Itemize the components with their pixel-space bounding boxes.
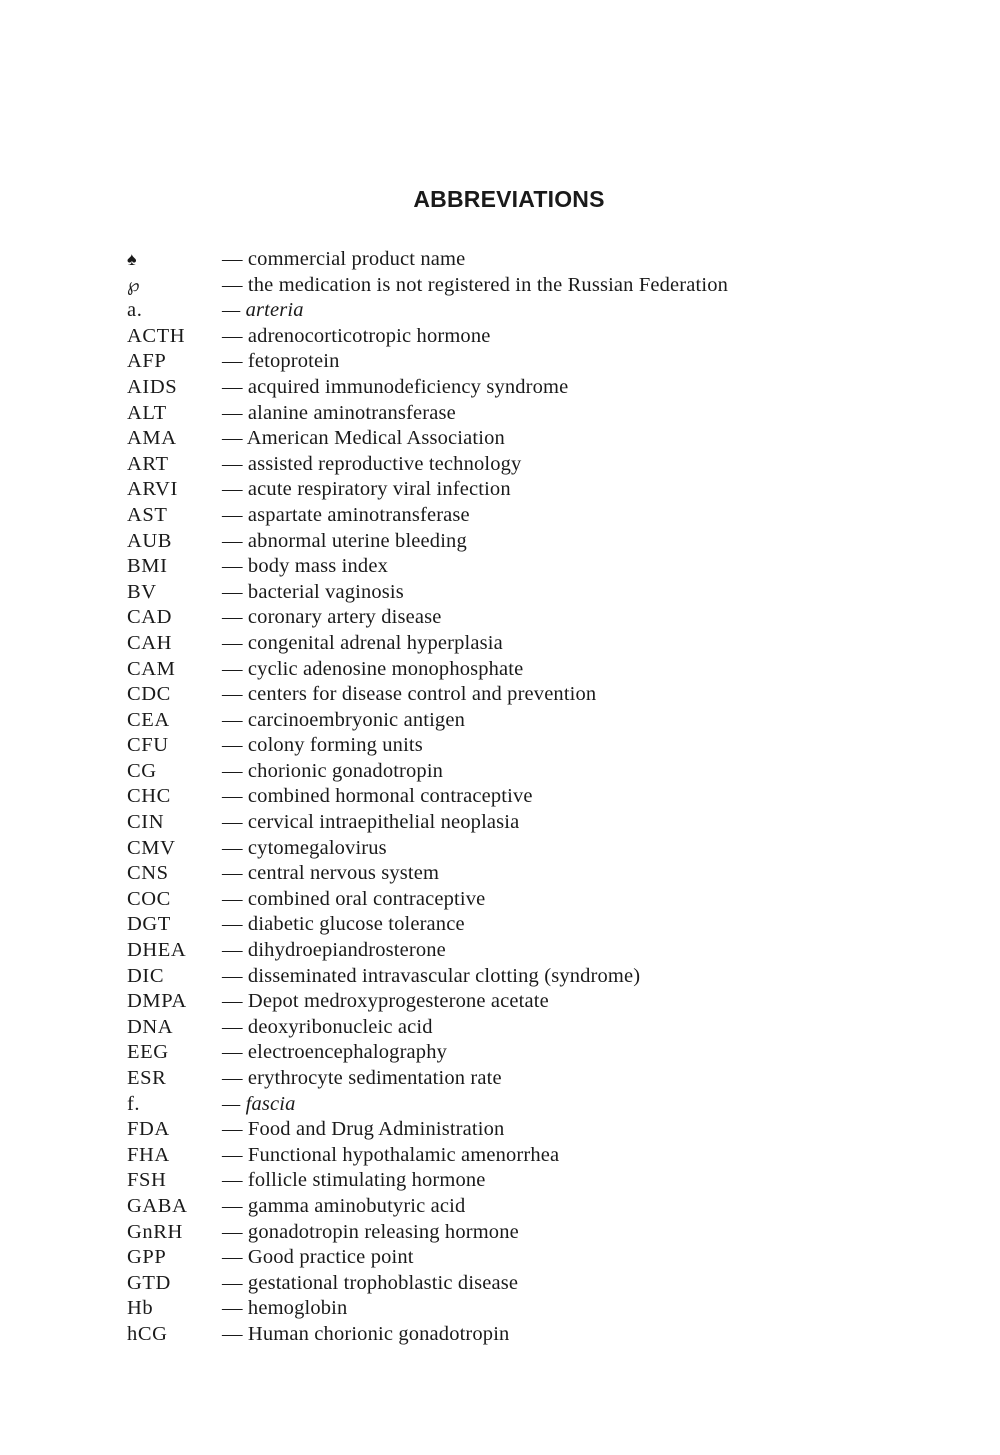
abbreviation-row [127, 452, 927, 478]
abbreviation-definition: — centers for disease control and prevention [222, 683, 597, 706]
abbreviation-row [127, 733, 927, 759]
abbreviation-definition: — arteria [222, 299, 304, 322]
abbreviation-definition: — cytomegalovirus [222, 836, 387, 859]
abbreviation-definition: — assisted reproductive technology [222, 452, 522, 475]
abbreviation-term: COC [127, 887, 171, 910]
abbreviation-row [127, 554, 927, 580]
abbreviation-row [127, 324, 927, 350]
abbreviation-row [127, 1322, 927, 1348]
abbreviation-term: f. [127, 1092, 141, 1115]
spade-icon: ♠ [127, 249, 138, 269]
abbreviation-term: CDC [127, 683, 171, 706]
abbreviation-definition: — congenital adrenal hyperplasia [222, 631, 503, 654]
abbreviation-definition: — gonadotropin releasing hormone [222, 1220, 519, 1243]
abbreviation-row [127, 426, 927, 452]
abbreviation-row [127, 810, 927, 836]
abbreviation-term: CAH [127, 631, 173, 654]
abbreviation-row [127, 1066, 927, 1092]
abbreviation-row [127, 1143, 927, 1169]
abbreviation-definition: — carcinoembryonic antigen [222, 708, 465, 731]
abbreviation-term: CG [127, 759, 157, 782]
abbreviation-definition: — body mass index [222, 555, 388, 578]
abbreviation-term: hCG [127, 1322, 168, 1345]
abbreviation-definition: — Human chorionic gonadotropin [222, 1322, 510, 1345]
abbreviation-term: a. [127, 299, 143, 322]
abbreviation-term: AUB [127, 529, 173, 552]
abbreviation-definition: — Depot medroxyprogesterone acetate [222, 990, 549, 1013]
abbreviation-definition: — follicle stimulating hormone [222, 1169, 486, 1192]
abbreviation-definition: — gamma aminobutyric acid [222, 1194, 466, 1217]
abbreviation-row [127, 1117, 927, 1143]
abbreviation-term: DNA [127, 1015, 174, 1038]
abbreviation-row [127, 605, 927, 631]
abbreviation-definition: — fascia [222, 1092, 296, 1115]
abbreviation-row [127, 503, 927, 529]
abbreviation-row [127, 349, 927, 375]
abbreviation-term: AST [127, 503, 168, 526]
abbreviation-definition: — coronary artery disease [222, 606, 442, 629]
abbreviation-row [127, 1092, 927, 1118]
abbreviation-row [127, 580, 927, 606]
abbreviation-row [127, 1296, 927, 1322]
abbreviation-definition: — hemoglobin [222, 1297, 348, 1320]
abbreviation-term: CIN [127, 811, 165, 834]
abbreviation-definition: — colony forming units [222, 734, 423, 757]
abbreviation-definition: — dihydroepiandrosterone [222, 939, 446, 962]
abbreviation-row [127, 912, 927, 938]
abbreviation-definition: — cyclic adenosine monophosphate [222, 657, 524, 680]
abbreviation-term: DHEA [127, 939, 187, 962]
abbreviation-row [127, 989, 927, 1015]
abbreviation-row [127, 477, 927, 503]
abbreviation-term: AIDS [127, 375, 178, 398]
abbreviation-row [127, 1245, 927, 1271]
abbreviation-definition: — aspartate aminotransferase [222, 503, 470, 526]
abbreviation-term: FSH [127, 1169, 167, 1192]
abbreviation-row [127, 1168, 927, 1194]
abbreviation-term: GTD [127, 1271, 171, 1294]
abbreviation-term: ART [127, 452, 169, 475]
abbreviation-row [127, 861, 927, 887]
abbreviation-term: DMPA [127, 990, 187, 1013]
abbreviation-row [127, 401, 927, 427]
abbreviation-definition: — gestational trophoblastic disease [222, 1271, 519, 1294]
abbreviation-term: CEA [127, 708, 170, 731]
abbreviation-row [127, 1271, 927, 1297]
abbreviation-definition: — bacterial vaginosis [222, 580, 404, 603]
abbreviation-row [127, 784, 927, 810]
abbreviation-definition: — fetoprotein [222, 350, 340, 373]
abbreviation-definition: — central nervous system [222, 862, 440, 885]
abbreviation-row [127, 836, 927, 862]
abbreviation-term: CMV [127, 836, 176, 859]
abbreviation-row [127, 1220, 927, 1246]
abbreviation-term: AMA [127, 427, 177, 450]
abbreviation-row [127, 759, 927, 785]
abbreviation-definition: — commercial product name [222, 248, 466, 270]
abbreviation-term: CHC [127, 785, 171, 808]
abbreviation-definition: — chorionic gonadotropin [222, 759, 444, 782]
abbreviation-term: GPP [127, 1246, 167, 1269]
abbreviation-definition: — Functional hypothalamic amenorrhea [222, 1143, 560, 1166]
abbreviation-term: GABA [127, 1194, 188, 1217]
abbreviation-term: DGT [127, 913, 171, 936]
abbreviation-term: DIC [127, 964, 165, 987]
abbreviation-row [127, 682, 927, 708]
abbreviation-row [127, 273, 927, 299]
abbreviation-row [127, 1015, 927, 1041]
abbreviation-definition: — cervical intraepithelial neoplasia [222, 811, 520, 834]
abbreviation-row [127, 298, 927, 324]
abbreviation-row [127, 247, 927, 273]
abbreviation-definition: — acute respiratory viral infection [222, 478, 511, 501]
abbreviation-term: Hb [127, 1297, 154, 1320]
abbreviation-definition: — Food and Drug Administration [222, 1118, 505, 1141]
abbreviation-definition: — combined hormonal contraceptive [222, 785, 533, 808]
abbreviation-definition: — disseminated intravascular clotting (syndrome) [222, 964, 641, 987]
abbreviation-term: FHA [127, 1143, 170, 1166]
page-title: ABBREVIATIONS [413, 186, 605, 213]
abbreviation-term: GnRH [127, 1220, 183, 1243]
abbreviation-term: ALT [127, 401, 167, 424]
abbreviation-term: CFU [127, 734, 169, 757]
abbreviation-definition: — erythrocyte sedimentation rate [222, 1067, 502, 1089]
abbreviation-row [127, 375, 927, 401]
abbreviation-term: CAM [127, 657, 176, 680]
abbreviation-definition: — alanine aminotransferase [222, 401, 456, 424]
abbreviation-row [127, 1194, 927, 1220]
abbreviation-row [127, 529, 927, 555]
abbreviation-term: EEG [127, 1041, 169, 1064]
abbreviation-definition: — combined oral contraceptive [222, 887, 486, 910]
abbreviation-row [127, 631, 927, 657]
abbreviation-term: BV [127, 580, 157, 603]
weierstrass-p-icon: ℘ [127, 274, 141, 295]
abbreviation-definition: — deoxyribonucleic acid [222, 1015, 433, 1038]
abbreviation-term: AFP [127, 350, 167, 373]
abbreviation-term: ESR [127, 1067, 167, 1089]
abbreviation-definition: — American Medical Association [222, 427, 505, 450]
abbreviation-definition: — diabetic glucose tolerance [222, 913, 465, 936]
abbreviation-definition: — abnormal uterine bleeding [222, 529, 467, 552]
abbreviation-term: CAD [127, 606, 173, 629]
abbreviation-row [127, 657, 927, 683]
abbreviation-definition: — Good practice point [222, 1246, 414, 1269]
abbreviation-term: BMI [127, 555, 168, 578]
abbreviation-definition: — adrenocorticotropic hormone [222, 324, 491, 347]
abbreviation-term: ACTH [127, 324, 186, 347]
abbreviation-definition: — acquired immunodeficiency syndrome [222, 375, 569, 398]
abbreviation-row [127, 964, 927, 990]
abbreviation-definition: — the medication is not registered in the Russian Federation [222, 273, 729, 296]
abbreviation-term: FDA [127, 1118, 170, 1141]
abbreviation-row [127, 708, 927, 734]
abbreviation-list [127, 247, 927, 1348]
abbreviation-term: ARVI [127, 478, 178, 501]
abbreviation-definition: — electroencephalography [222, 1041, 448, 1064]
abbreviation-row [127, 938, 927, 964]
abbreviation-row [127, 887, 927, 913]
abbreviation-term: CNS [127, 862, 169, 885]
abbreviation-row [127, 1040, 927, 1066]
